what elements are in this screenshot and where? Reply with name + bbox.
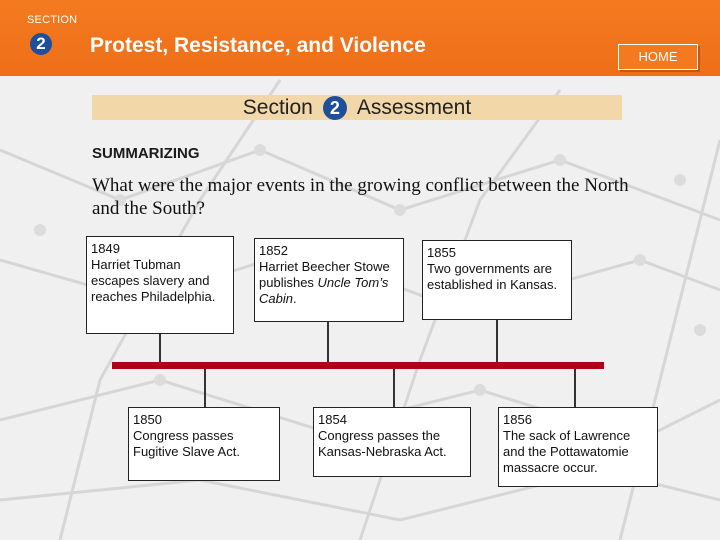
event-text: Harriet Beecher Stowe publishes Uncle Tom’s Cabin. — [259, 259, 390, 306]
event-text: Two governments are established in Kansas. — [427, 261, 558, 292]
section-number-badge: 2 — [30, 33, 52, 55]
connector-line — [574, 369, 576, 407]
question-text: What were the major events in the growing conflict between the North and the South? — [92, 175, 629, 219]
assessment-suffix: Assessment — [356, 95, 472, 119]
home-button[interactable]: HOME — [618, 44, 698, 70]
header-bar — [0, 0, 720, 76]
section-label: SECTION — [27, 14, 78, 26]
event-text: The sack of Lawrence and the Pottawatomie massacre occur. — [503, 428, 631, 475]
event-text: Harriet Tubman escapes slavery and reaches Philadelphia. — [91, 257, 216, 304]
book-title: Uncle Tom’s Cabin — [259, 275, 389, 306]
connector-line — [327, 322, 329, 362]
event-year: 1856 — [503, 412, 532, 427]
event-box-1849 — [86, 236, 234, 334]
connector-line — [393, 369, 395, 407]
connector-line — [159, 334, 161, 362]
event-text: Congress passes Fugitive Slave Act. — [133, 428, 240, 459]
page-title: Protest, Resistance, and Violence — [90, 34, 426, 57]
event-box-1855 — [422, 240, 572, 320]
event-year: 1855 — [427, 245, 456, 260]
event-box-1850 — [128, 407, 280, 481]
event-year: 1850 — [133, 412, 162, 427]
event-text: Congress passes the Kansas-Nebraska Act. — [318, 428, 447, 459]
event-box-1852 — [254, 238, 404, 322]
timeline-bar — [112, 362, 604, 369]
assessment-number-badge: 2 — [323, 96, 347, 120]
event-box-1856 — [498, 407, 658, 487]
summarizing-heading: SUMMARIZING — [92, 145, 200, 162]
event-year: 1849 — [91, 241, 120, 256]
event-year: 1852 — [259, 243, 288, 258]
connector-line — [496, 320, 498, 362]
assessment-prefix: Section — [242, 95, 313, 119]
assessment-banner — [92, 95, 622, 120]
event-year: 1854 — [318, 412, 347, 427]
connector-line — [204, 369, 206, 407]
event-box-1854 — [313, 407, 471, 477]
